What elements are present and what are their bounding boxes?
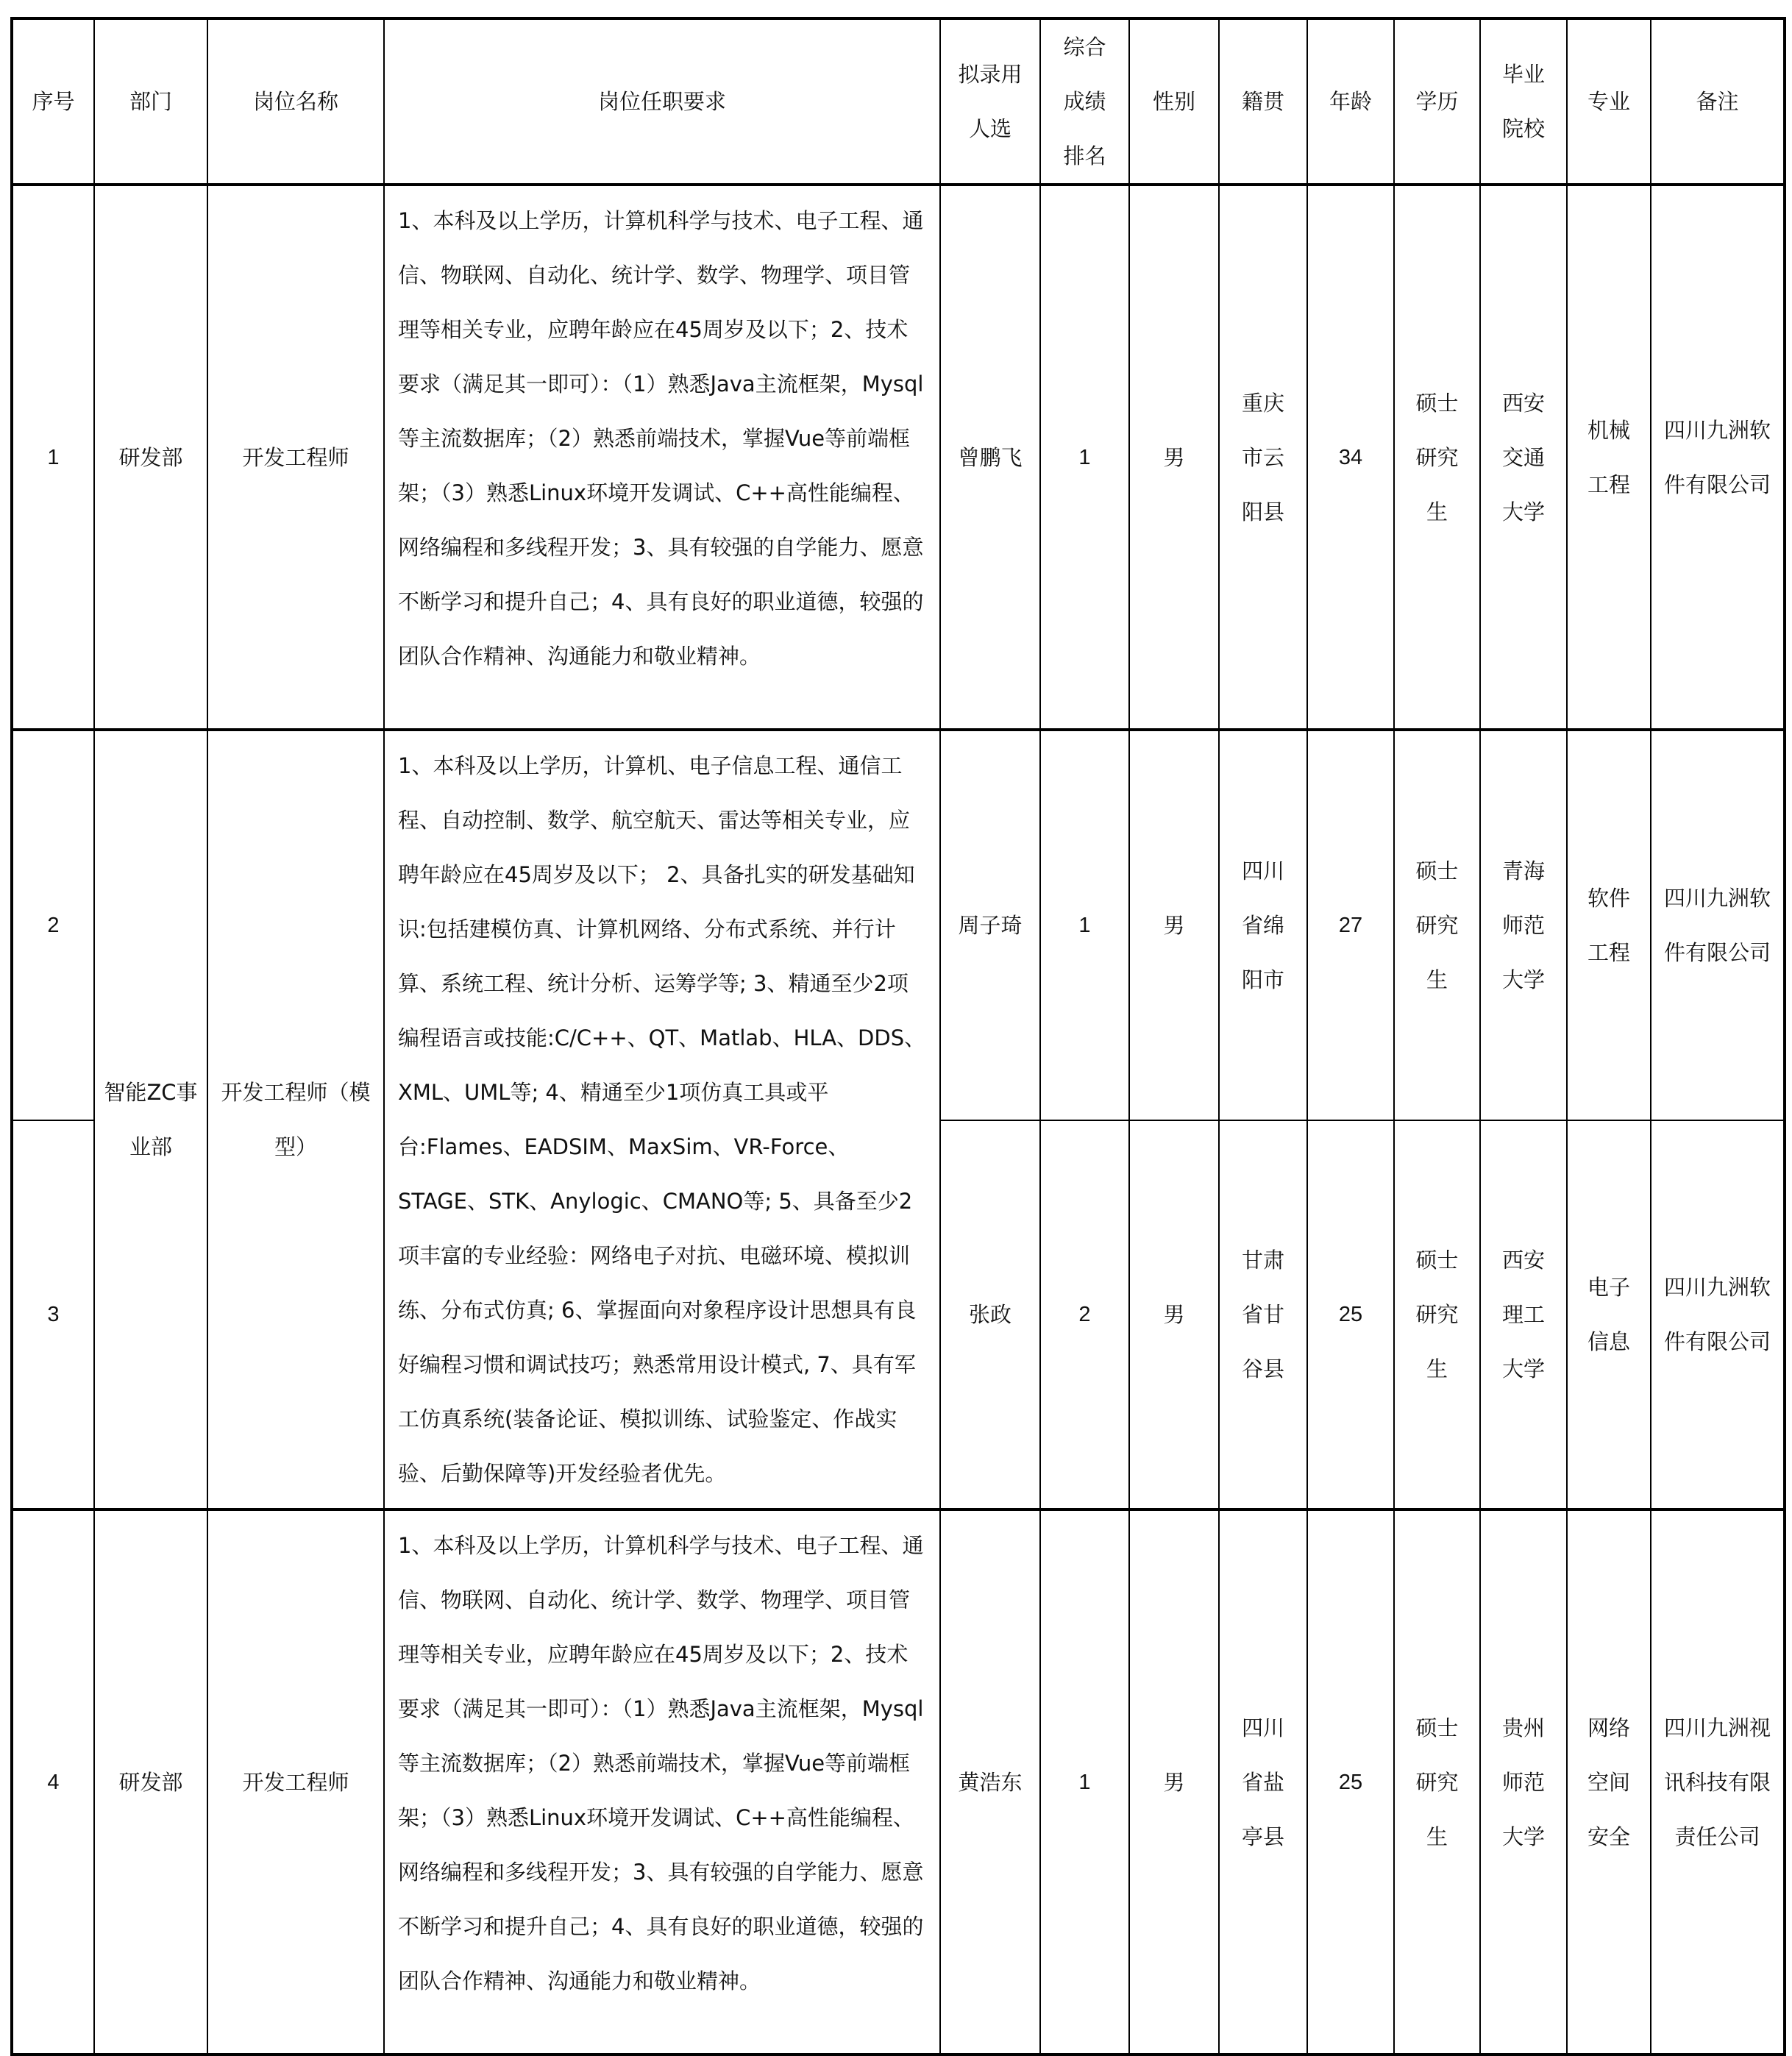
- cell-native-place: 重庆市云阳县: [1219, 185, 1307, 730]
- cell-position: 开发工程师: [207, 185, 384, 730]
- cell-requirements: 1、本科及以上学历，计算机、电子信息工程、通信工程、自动控制、数学、航空航天、雷达等相关专业，应聘年龄应在45周岁及以下； 2、具备扎实的研发基础知识:包括建模仿真、计算机网络、分布式系统、并行计算、系统工程、统计分析、运筹学等; 3、精通至少2项编程语言或技能:C/C++、QT、Matlab、HLA、DDS、XML、UML等; 4、精通至少1项仿真工具或平台:Flames、EADSIM、MaxSim、VR-Force、STAGE、STK、Anylogic、CMANO等; 5、具备至少2项丰富的专业经验：网络电子对抗、电磁环境、模拟训练、分布式仿真; 6、掌握面向对象程序设计思想具有良好编程习惯和调试技巧；熟悉常用设计模式, 7、具有军工仿真系统(装备论证、模拟训练、试验鉴定、作战实验、后勤保障等)开发经验者优先。: [384, 730, 940, 1509]
- cell-rank: 1: [1040, 1509, 1129, 2055]
- header-age: 年龄: [1307, 18, 1394, 185]
- header-requirements: 岗位任职要求: [384, 18, 940, 185]
- cell-rank: 1: [1040, 185, 1129, 730]
- cell-school: 青海师范大学: [1480, 730, 1567, 1120]
- header-dept: 部门: [94, 18, 207, 185]
- cell-remark: 四川九洲软件有限公司: [1651, 730, 1785, 1120]
- cell-age: 34: [1307, 185, 1394, 730]
- cell-education: 硕士研究生: [1394, 1509, 1480, 2055]
- header-remark: 备注: [1651, 18, 1785, 185]
- header-gender: 性别: [1129, 18, 1219, 185]
- table-row: [12, 185, 1785, 730]
- recruitment-table: [10, 17, 1786, 2056]
- header-seq: 序号: [12, 18, 94, 185]
- header-candidate: 拟录用人选: [940, 18, 1040, 185]
- cell-dept: 研发部: [94, 185, 207, 730]
- cell-requirements: 1、本科及以上学历，计算机科学与技术、电子工程、通信、物联网、自动化、统计学、数学、物理学、项目管理等相关专业，应聘年龄应在45周岁及以下；2、技术要求（满足其一即可）：（1）熟悉Java主流框架，Mysql等主流数据库；（2）熟悉前端技术，掌握Vue等前端框架；（3）熟悉Linux环境开发调试、C++高性能编程、网络编程和多线程开发；3、具有较强的自学能力、愿意不断学习和提升自己；4、具有良好的职业道德，较强的团队合作精神、沟通能力和敬业精神。: [384, 185, 940, 730]
- cell-seq: 1: [12, 185, 94, 730]
- cell-school: 西安理工大学: [1480, 1120, 1567, 1509]
- cell-school: 贵州师范大学: [1480, 1509, 1567, 2055]
- header-major: 专业: [1567, 18, 1651, 185]
- header-school: 毕业院校: [1480, 18, 1567, 185]
- cell-seq: 3: [12, 1120, 94, 1509]
- cell-major: 机械工程: [1567, 185, 1651, 730]
- cell-dept: 智能ZC事业部: [94, 730, 207, 1509]
- cell-major: 网络空间安全: [1567, 1509, 1651, 2055]
- cell-major: 软件工程: [1567, 730, 1651, 1120]
- header-row: [12, 18, 1785, 185]
- cell-position: 开发工程师: [207, 1509, 384, 2055]
- cell-gender: 男: [1129, 730, 1219, 1120]
- cell-rank: 2: [1040, 1120, 1129, 1509]
- header-education: 学历: [1394, 18, 1480, 185]
- cell-education: 硕士研究生: [1394, 730, 1480, 1120]
- header-position: 岗位名称: [207, 18, 384, 185]
- cell-gender: 男: [1129, 185, 1219, 730]
- cell-major: 电子信息: [1567, 1120, 1651, 1509]
- cell-candidate: 曾鹏飞: [940, 185, 1040, 730]
- cell-native-place: 甘肃省甘谷县: [1219, 1120, 1307, 1509]
- cell-gender: 男: [1129, 1120, 1219, 1509]
- cell-remark: 四川九洲软件有限公司: [1651, 1120, 1785, 1509]
- cell-gender: 男: [1129, 1509, 1219, 2055]
- table-row: [12, 730, 1785, 1120]
- cell-remark: 四川九洲视讯科技有限责任公司: [1651, 1509, 1785, 2055]
- cell-seq: 4: [12, 1509, 94, 2055]
- cell-age: 25: [1307, 1509, 1394, 2055]
- cell-age: 25: [1307, 1120, 1394, 1509]
- table-row: [12, 1509, 1785, 2055]
- cell-native-place: 四川省绵阳市: [1219, 730, 1307, 1120]
- cell-position: 开发工程师（模型）: [207, 730, 384, 1509]
- header-native-place: 籍贯: [1219, 18, 1307, 185]
- cell-native-place: 四川省盐亭县: [1219, 1509, 1307, 2055]
- cell-remark: 四川九洲软件有限公司: [1651, 185, 1785, 730]
- cell-candidate: 周子琦: [940, 730, 1040, 1120]
- cell-education: 硕士研究生: [1394, 185, 1480, 730]
- cell-education: 硕士研究生: [1394, 1120, 1480, 1509]
- cell-rank: 1: [1040, 730, 1129, 1120]
- cell-seq: 2: [12, 730, 94, 1120]
- cell-candidate: 黄浩东: [940, 1509, 1040, 2055]
- cell-requirements: 1、本科及以上学历，计算机科学与技术、电子工程、通信、物联网、自动化、统计学、数学、物理学、项目管理等相关专业，应聘年龄应在45周岁及以下；2、技术要求（满足其一即可）：（1）熟悉Java主流框架，Mysql等主流数据库；（2）熟悉前端技术，掌握Vue等前端框架；（3）熟悉Linux环境开发调试、C++高性能编程、网络编程和多线程开发；3、具有较强的自学能力、愿意不断学习和提升自己；4、具有良好的职业道德，较强的团队合作精神、沟通能力和敬业精神。: [384, 1509, 940, 2055]
- cell-school: 西安交通大学: [1480, 185, 1567, 730]
- cell-candidate: 张政: [940, 1120, 1040, 1509]
- cell-age: 27: [1307, 730, 1394, 1120]
- cell-dept: 研发部: [94, 1509, 207, 2055]
- header-rank: 综合成绩排名: [1040, 18, 1129, 185]
